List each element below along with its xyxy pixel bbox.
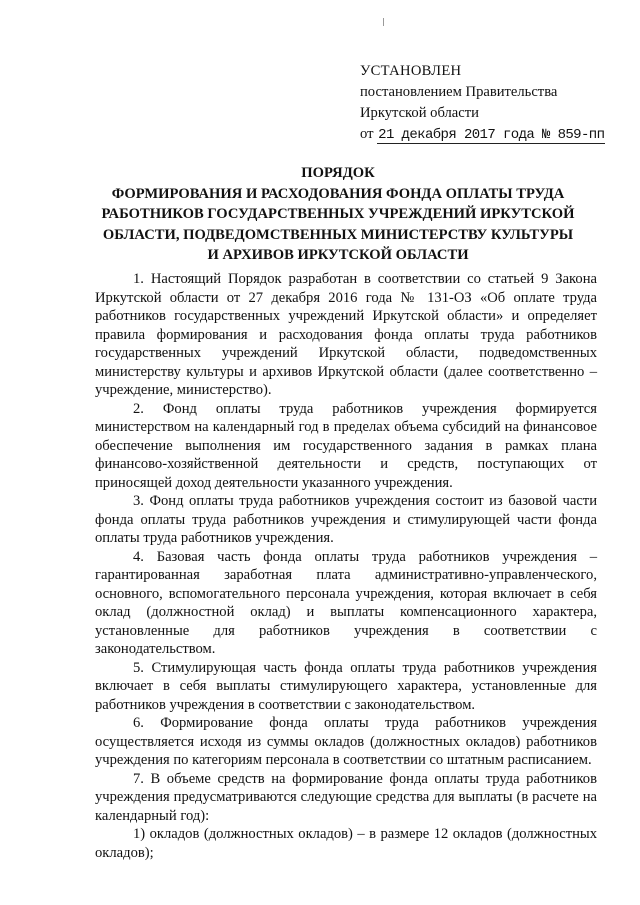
approval-region: Иркутской области xyxy=(360,105,479,121)
paragraph-7: 7. В объеме средств на формирование фонда оплаты труда работников учреждения предусматриваются следующие средства для выплаты (в расчете на календарный год): xyxy=(95,770,597,824)
paragraph-5: 5. Стимулирующая часть фонда оплаты труда работников учреждения включает в себя выплаты стимулирующего характера, установленные для работников учреждения в соответствии с законодательством. xyxy=(95,659,597,713)
paragraph-3: 3. Фонд оплаты труда работников учреждения состоит из базовой части фонда оплаты труда работников учреждения и стимулирующей части фонда оплаты труда работников учреждения. xyxy=(95,493,597,546)
paragraph-7-item-1: 1) окладов (должностных окладов) – в размере 12 окладов (должностных окладов); xyxy=(95,826,597,861)
title-line-2: ФОРМИРОВАНИЯ И РАСХОДОВАНИЯ ФОНДА ОПЛАТЫ ТРУДА xyxy=(111,185,565,202)
document-title xyxy=(90,163,586,266)
approval-date-line xyxy=(360,124,605,146)
approval-stamp-block xyxy=(360,61,605,146)
document-body xyxy=(95,270,597,862)
paragraph-1: 1. Настоящий Порядок разработан в соответствии со статьей 9 Закона Иркутской области от 27 декабря 2016 года № 131-ОЗ «Об оплате труда работников государственных учреждений Иркутской области» и определяет правила формирования и расходования фонда оплаты труда работников государственных учреждений Иркутской области, подведомственных министерству культуры и архивов Иркутской области (далее соответственно – учреждение, министерство). xyxy=(95,271,597,398)
scan-artifact-mark xyxy=(383,18,384,26)
approval-heading: УСТАНОВЛЕН xyxy=(360,63,462,79)
title-line-4: ОБЛАСТИ, ПОДВЕДОМСТВЕННЫХ МИНИСТЕРСТВУ КУЛЬТУРЫ xyxy=(102,226,574,243)
title-line-5: И АРХИВОВ ИРКУТСКОЙ ОБЛАСТИ xyxy=(207,247,469,263)
paragraph-2: 2. Фонд оплаты труда работников учреждения формируется министерством на календарный год в пределах объема субсидий на финансовое обеспечение выполнения им государственного задания в рамках плана финансово-хозяйственной деятельности и средств, поступающих от приносящей доход деятельности указанного учреждения. xyxy=(95,400,597,491)
paragraph-4: 4. Базовая часть фонда оплаты труда работников учреждения – гарантированная заработная плата административно-управленческого, основного, вспомогательного персонала учреждения, которая включает в себя оклад (должностной оклад) и выплаты компенсационного характера, установленные для работников учреждения в соответствии с законодательством. xyxy=(95,548,597,657)
approval-date-prefix: от xyxy=(360,126,374,142)
title-line-1: ПОРЯДОК xyxy=(301,165,375,181)
title-line-3: РАБОТНИКОВ ГОСУДАРСТВЕННЫХ УЧРЕЖДЕНИЙ ИРКУТСКОЙ xyxy=(101,206,575,222)
approval-issuer: постановлением Правительства xyxy=(360,84,558,100)
paragraph-6: 6. Формирование фонда оплаты труда работников учреждения осуществляется исходя из суммы окладов (должностных окладов) работников учреждения по категориям персонала в соответствии со штатным расписанием. xyxy=(95,715,597,768)
approval-date-typed: 21 декабря 2017 года № 859-пп xyxy=(378,127,605,143)
